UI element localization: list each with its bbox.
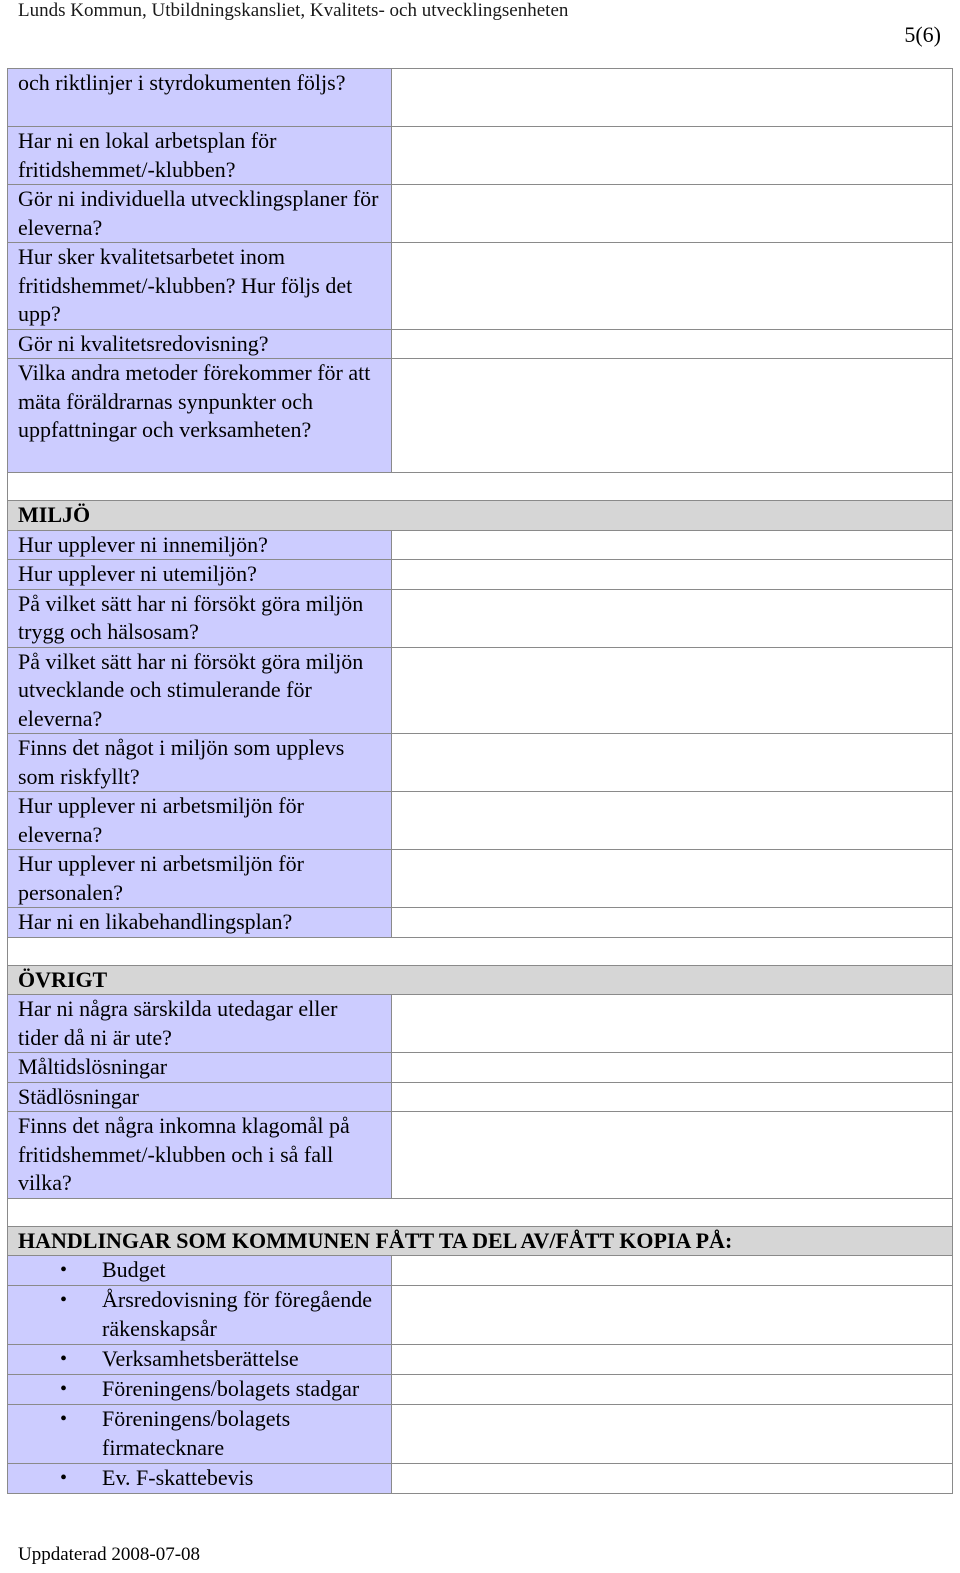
answer-cell[interactable]	[392, 1405, 953, 1464]
document-header: Lunds Kommun, Utbildningskansliet, Kvalitets- och utvecklingsenheten	[18, 0, 569, 21]
bullet-icon: •	[60, 1259, 68, 1281]
table-row	[8, 185, 953, 243]
question-cell: Hur upplever ni utemiljön?	[8, 560, 392, 590]
updated-date: Uppdaterad 2008-07-08	[18, 1544, 201, 1565]
document-item-label: Budget	[102, 1257, 166, 1282]
document-item-label: Föreningens/bolagets stadgar	[102, 1376, 360, 1401]
table-row	[8, 1345, 953, 1375]
section-row-handlingar	[8, 1226, 953, 1256]
question-cell: Hur upplever ni arbetsmiljön för eleverna?	[8, 792, 392, 850]
answer-cell[interactable]	[392, 1286, 953, 1345]
table-row	[8, 1405, 953, 1464]
answer-cell[interactable]	[392, 185, 953, 243]
document-item-label: Föreningens/bolagets firmatecknare	[102, 1406, 291, 1460]
bullet-icon: •	[60, 1408, 68, 1430]
table-row	[8, 995, 953, 1053]
table-row	[8, 1464, 953, 1494]
table-row	[8, 243, 953, 330]
answer-cell[interactable]	[392, 647, 953, 734]
question-cell: På vilket sätt har ni försökt göra miljön utvecklande och stimulerande för eleverna?	[8, 647, 392, 734]
document-item-label: Verksamhetsberättelse	[102, 1346, 299, 1371]
answer-cell[interactable]	[392, 995, 953, 1053]
document-item-cell	[8, 1256, 392, 1286]
table-row	[8, 69, 953, 127]
answer-cell[interactable]	[392, 589, 953, 647]
table-row	[8, 1256, 953, 1286]
table-row	[8, 908, 953, 938]
section-title: MILJÖ	[8, 501, 953, 531]
answer-cell[interactable]	[392, 1082, 953, 1112]
table-row	[8, 127, 953, 185]
table-row	[8, 359, 953, 473]
answer-cell[interactable]	[392, 1256, 953, 1286]
answer-cell[interactable]	[392, 127, 953, 185]
question-cell: och riktlinjer i styrdokumenten följs?	[8, 69, 392, 127]
question-cell: Städlösningar	[8, 1082, 392, 1112]
answer-cell[interactable]	[392, 243, 953, 330]
answer-cell[interactable]	[392, 1375, 953, 1405]
question-cell: Hur sker kvalitetsarbetet inom fritidshemmet/-klubben? Hur följs det upp?	[8, 243, 392, 330]
answer-cell[interactable]	[392, 1112, 953, 1199]
spacer-row	[8, 937, 953, 965]
document-item-cell	[8, 1375, 392, 1405]
answer-cell[interactable]	[392, 1345, 953, 1375]
questionnaire-table	[7, 68, 953, 1494]
answer-cell[interactable]	[392, 530, 953, 560]
section-row-ovrigt	[8, 965, 953, 995]
bullet-icon: •	[60, 1378, 68, 1400]
bullet-icon: •	[60, 1348, 68, 1370]
question-cell: Gör ni kvalitetsredovisning?	[8, 329, 392, 359]
question-cell: Har ni några särskilda utedagar eller tider då ni är ute?	[8, 995, 392, 1053]
question-cell: På vilket sätt har ni försökt göra miljön trygg och hälsosam?	[8, 589, 392, 647]
spacer-cell	[8, 937, 953, 965]
question-cell: Gör ni individuella utvecklingsplaner för eleverna?	[8, 185, 392, 243]
question-cell: Vilka andra metoder förekommer för att mäta föräldrarnas synpunkter och uppfattningar och verksamheten?	[8, 359, 392, 473]
document-item-label: Ev. F-skattebevis	[102, 1465, 254, 1490]
spacer-cell	[8, 473, 953, 501]
question-cell: Finns det några inkomna klagomål på fritidshemmet/-klubben och i så fall vilka?	[8, 1112, 392, 1199]
answer-cell[interactable]	[392, 69, 953, 127]
table-row	[8, 647, 953, 734]
document-item-cell	[8, 1286, 392, 1345]
answer-cell[interactable]	[392, 792, 953, 850]
table-row	[8, 1053, 953, 1083]
question-cell: Måltidslösningar	[8, 1053, 392, 1083]
spacer-row	[8, 1198, 953, 1226]
answer-cell[interactable]	[392, 359, 953, 473]
section-title: HANDLINGAR SOM KOMMUNEN FÅTT TA DEL AV/FÅTT KOPIA PÅ:	[8, 1226, 953, 1256]
table-row	[8, 329, 953, 359]
answer-cell[interactable]	[392, 1464, 953, 1494]
section-title: ÖVRIGT	[8, 965, 953, 995]
table-row	[8, 1375, 953, 1405]
answer-cell[interactable]	[392, 734, 953, 792]
table-row	[8, 1112, 953, 1199]
bullet-icon: •	[60, 1467, 68, 1489]
bullet-icon: •	[60, 1289, 68, 1311]
page-number: 5(6)	[904, 22, 941, 47]
question-cell: Hur upplever ni arbetsmiljön för personalen?	[8, 850, 392, 908]
answer-cell[interactable]	[392, 1053, 953, 1083]
question-cell: Hur upplever ni innemiljön?	[8, 530, 392, 560]
question-cell: Har ni en lokal arbetsplan för fritidshemmet/-klubben?	[8, 127, 392, 185]
spacer-row	[8, 473, 953, 501]
document-item-cell	[8, 1405, 392, 1464]
question-cell: Har ni en likabehandlingsplan?	[8, 908, 392, 938]
table-row	[8, 560, 953, 590]
section-row-miljo	[8, 501, 953, 531]
table-row	[8, 589, 953, 647]
table-row	[8, 734, 953, 792]
document-item-label: Årsredovisning för föregående räkenskapsår	[102, 1287, 373, 1341]
answer-cell[interactable]	[392, 329, 953, 359]
question-cell: Finns det något i miljön som upplevs som riskfyllt?	[8, 734, 392, 792]
document-item-cell	[8, 1464, 392, 1494]
answer-cell[interactable]	[392, 908, 953, 938]
answer-cell[interactable]	[392, 560, 953, 590]
document-item-cell	[8, 1345, 392, 1375]
table-row	[8, 1286, 953, 1345]
table-row	[8, 1082, 953, 1112]
spacer-cell	[8, 1198, 953, 1226]
answer-cell[interactable]	[392, 850, 953, 908]
table-row	[8, 792, 953, 850]
table-row	[8, 850, 953, 908]
table-row	[8, 530, 953, 560]
